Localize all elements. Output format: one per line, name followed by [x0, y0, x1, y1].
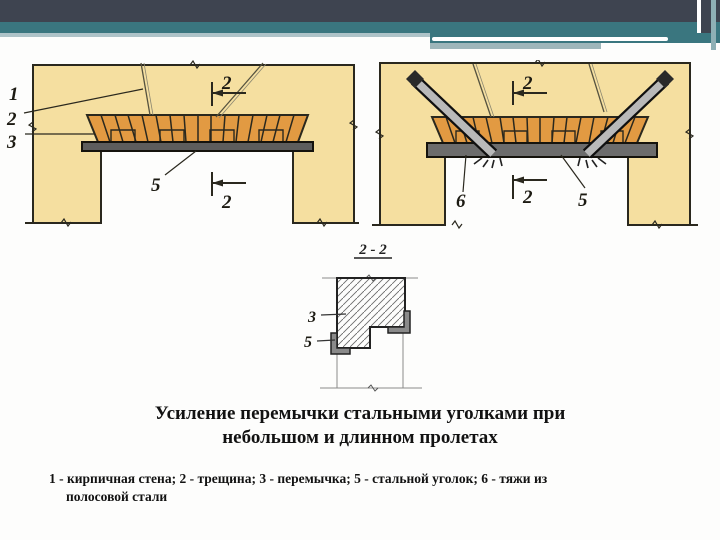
figure-right-elevation: [360, 60, 720, 230]
label-section-top: 2: [222, 73, 232, 94]
tie-weld-hatch-left: [474, 158, 502, 168]
header-corner-dark: [701, 0, 711, 33]
header-accent-white-line: [432, 37, 668, 41]
brick-lintel: [87, 115, 308, 142]
figure-section-detail: [280, 235, 460, 400]
label-steel-angle: 5: [578, 190, 588, 211]
steel-angle-plate: [427, 143, 657, 157]
label-lintel: 3: [308, 309, 316, 326]
slide-title-line1: Усиление перемычки стальными уголками при: [154, 403, 566, 424]
tie-weld-hatch-right: [578, 158, 606, 168]
label-section-bottom: 2: [523, 187, 533, 208]
label-steel-angle: 5: [151, 175, 161, 196]
label-section-top: 2: [523, 73, 533, 94]
section-title: 2 - 2: [359, 242, 387, 258]
steel-angle-plate: [82, 142, 313, 151]
slide-title: [0, 402, 720, 450]
label-steel-angle: 5: [304, 334, 312, 351]
header-bar-dark: [0, 0, 720, 22]
header-bar-teal: [0, 22, 720, 33]
label-lintel: 3: [7, 132, 17, 153]
label-crack: 2: [7, 109, 17, 130]
header-corner-strip: [711, 0, 716, 50]
legend-line1: 1 - кирпичная стена; 2 - трещина; 3 - перемычка; 5 - стальной уголок; 6 - тяжи из: [49, 471, 548, 486]
label-wall: 1: [9, 84, 19, 105]
label-tie: 6: [456, 191, 466, 212]
lintel-cross-section: [337, 278, 405, 348]
legend-line2: полосовой стали: [66, 489, 168, 504]
slide-title-line2: небольшом и длинном пролетах: [222, 427, 498, 448]
figure-left-elevation: [0, 60, 360, 230]
header-accent-gray-bar: [430, 43, 601, 49]
label-section-bottom: 2: [222, 192, 232, 213]
